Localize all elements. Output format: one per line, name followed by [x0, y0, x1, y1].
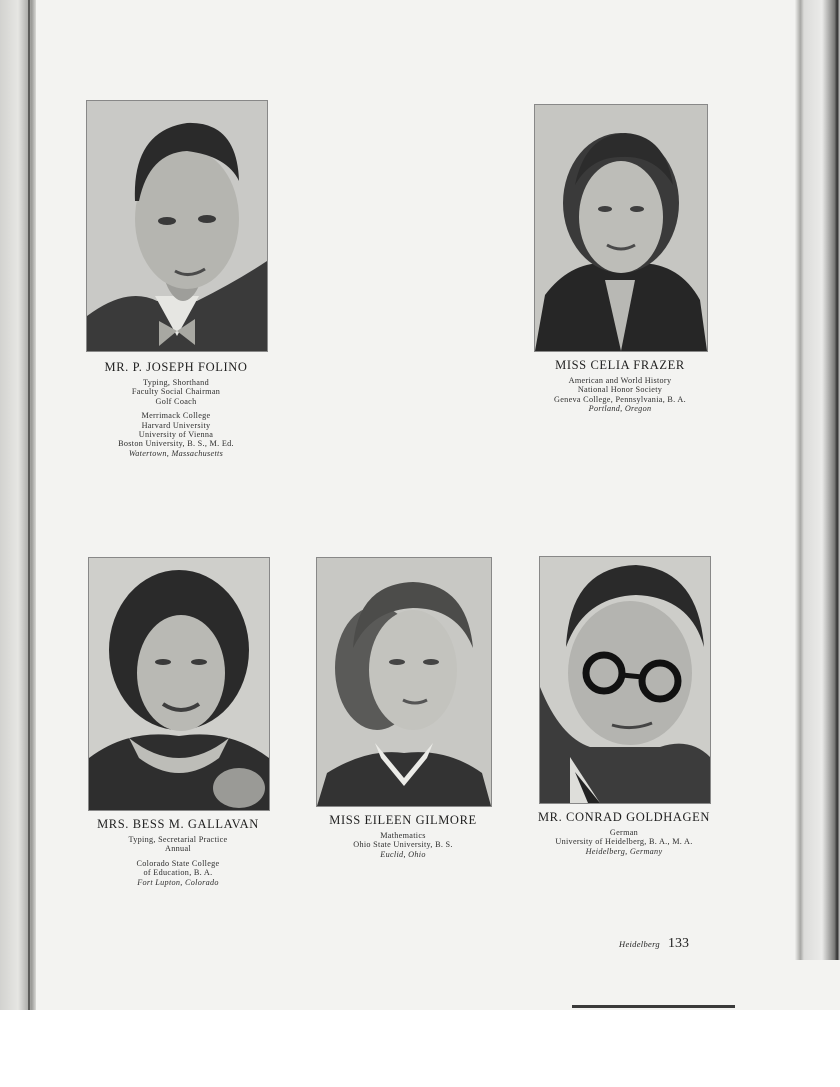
- hometown: Fort Lupton, Colorado: [137, 877, 219, 887]
- page-number: 133: [667, 936, 689, 951]
- hometown: Portland, Oregon: [588, 404, 652, 414]
- detail-line: Ohio State University, B. S.: [353, 840, 453, 850]
- footer-label: Heidelberg: [619, 939, 660, 949]
- faculty-name: MRS. BESS M. GALLAVAN: [97, 817, 259, 831]
- detail-line: Merrimack College: [141, 411, 211, 421]
- hometown: Heidelberg, Germany: [585, 846, 663, 856]
- detail-line: Colorado State College: [136, 858, 220, 868]
- binding-gutter: [0, 0, 36, 1010]
- faculty-details: [499, 828, 749, 856]
- detail-line: University of Heidelberg, B. A., M. A.: [555, 837, 693, 847]
- detail-line: National Honor Society: [577, 385, 663, 395]
- detail-line: Typing, Secretarial Practice: [128, 835, 228, 844]
- faculty-details: [46, 378, 306, 458]
- faculty-name: MISS CELIA FRAZER: [555, 358, 685, 372]
- faculty-name: MR. CONRAD GOLDHAGEN: [537, 810, 711, 824]
- portrait-photo: [88, 557, 270, 811]
- detail-line: American and World History: [568, 376, 672, 385]
- detail-line: Geneva College, Pennsylvania, B. A.: [554, 394, 686, 404]
- detail-line: German: [609, 828, 639, 837]
- gutter-line: [28, 0, 30, 1010]
- bottom-rule: [572, 1005, 735, 1008]
- detail-line: Mathematics: [380, 831, 426, 840]
- faculty-name: MISS EILEEN GILMORE: [329, 813, 477, 827]
- hometown: Euclid, Ohio: [380, 849, 426, 859]
- detail-line: Typing, Shorthand: [143, 378, 209, 387]
- hometown: Watertown, Massachusetts: [128, 448, 224, 458]
- portrait-photo: [539, 556, 711, 804]
- faculty-details: [48, 835, 308, 887]
- detail-line: of Education, B. A.: [143, 868, 213, 878]
- page-footer: [619, 936, 689, 952]
- detail-line: Golf Coach: [155, 396, 197, 406]
- portrait-photo: [534, 104, 708, 352]
- page-edge: [795, 0, 840, 960]
- portrait-photo: [316, 557, 492, 807]
- faculty-name: MR. P. JOSEPH FOLINO: [104, 360, 248, 374]
- faculty-details: [276, 831, 530, 859]
- faculty-details: [494, 376, 746, 414]
- detail-line: Annual: [165, 844, 191, 854]
- detail-line: Boston University, B. S., M. Ed.: [118, 439, 234, 449]
- portrait-photo: [86, 100, 268, 352]
- detail-line: University of Vienna: [138, 430, 214, 440]
- detail-line: Faculty Social Chairman: [131, 387, 221, 397]
- detail-line: Harvard University: [141, 420, 211, 430]
